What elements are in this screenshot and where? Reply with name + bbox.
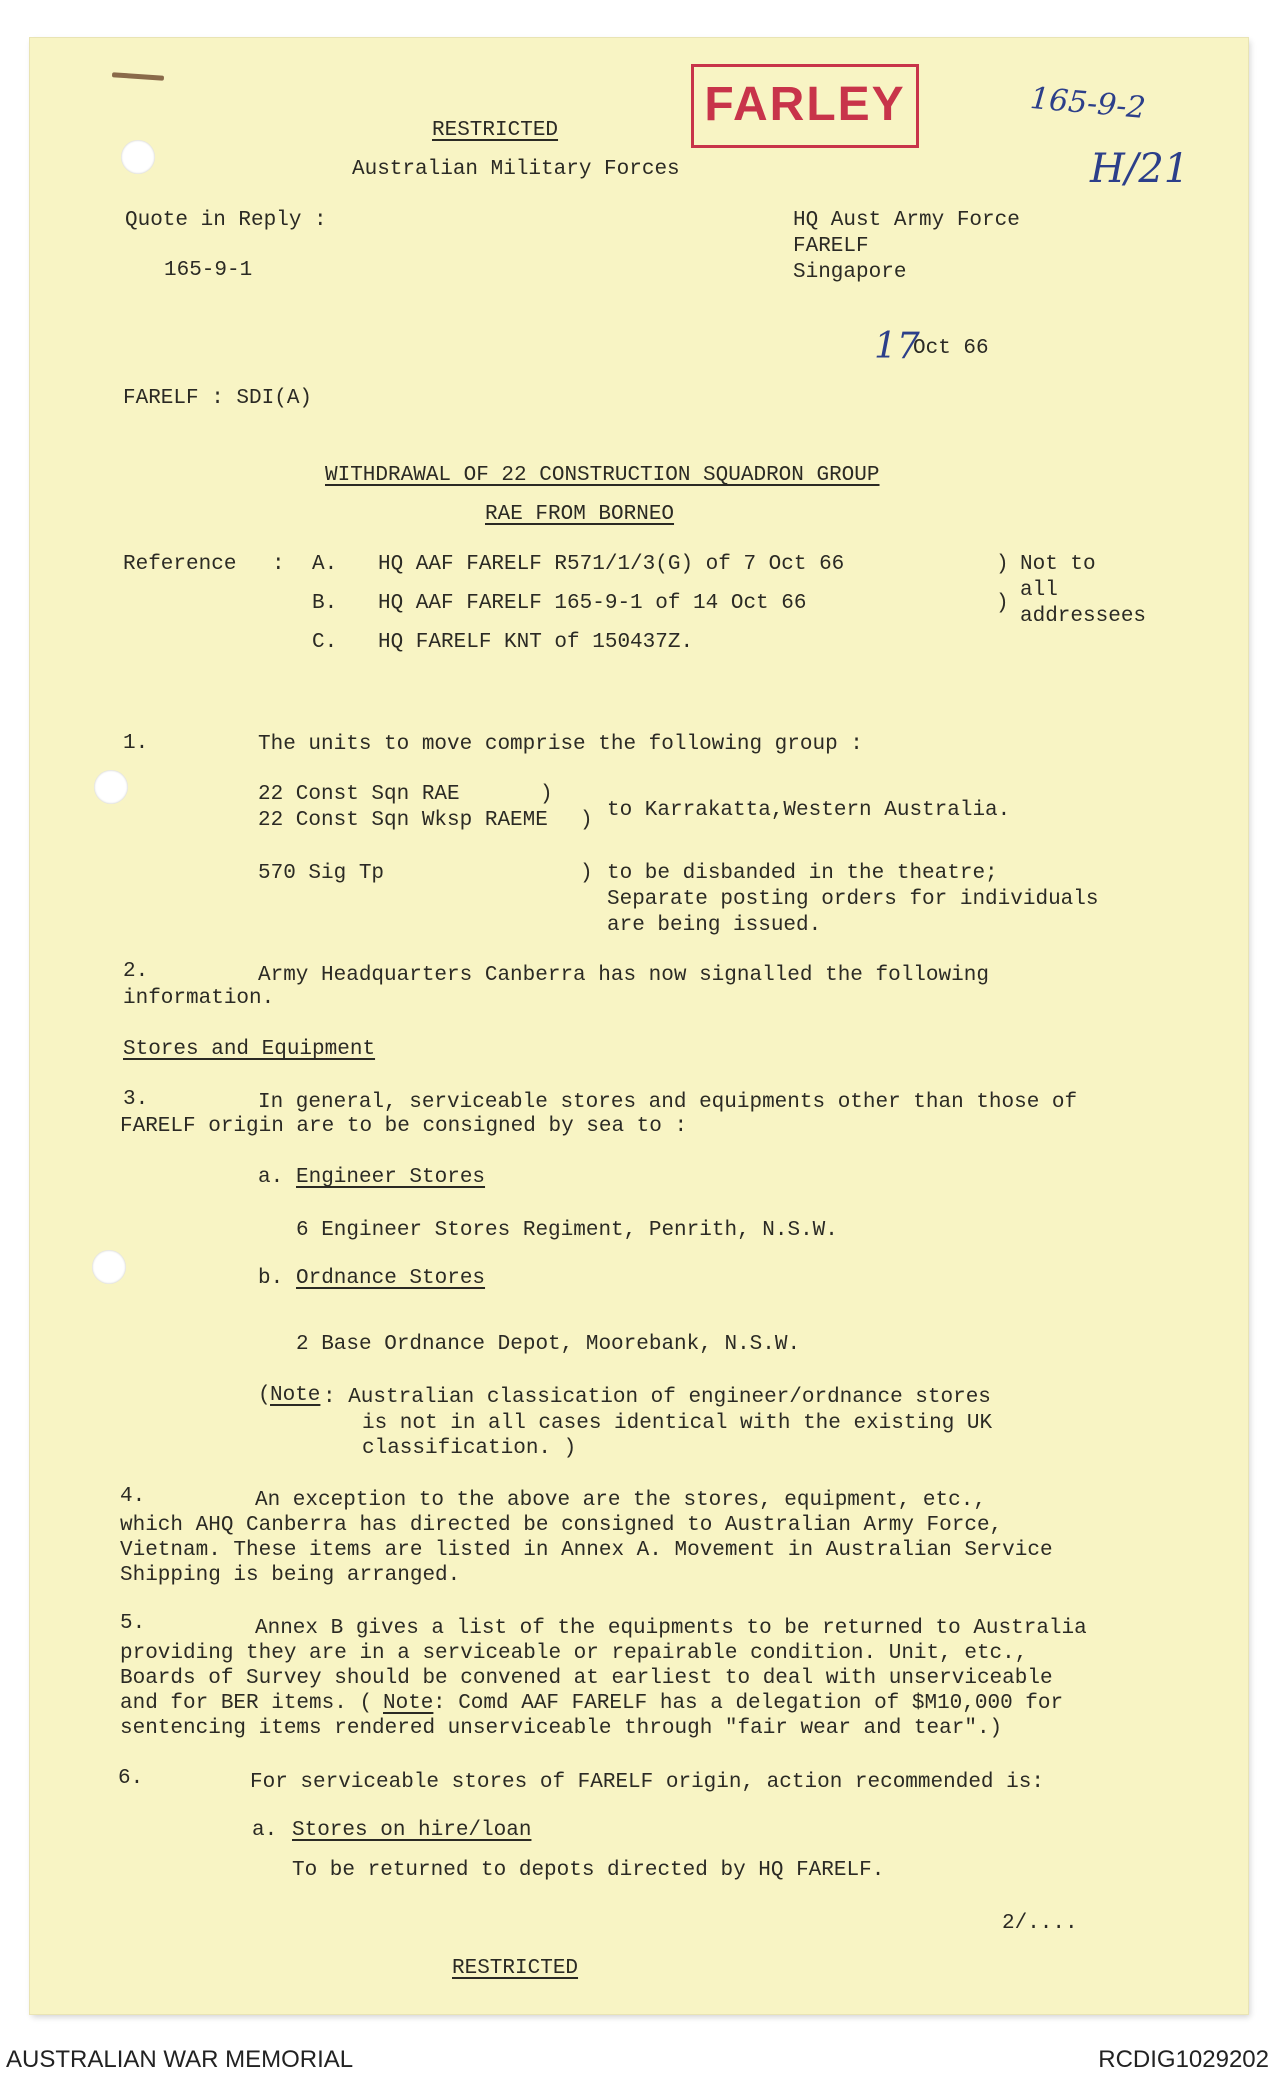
para-3-text: In general, serviceable stores and equipments other than those of: [258, 1091, 1078, 1114]
para-4-line: Shipping is being arranged.: [120, 1564, 461, 1587]
unit-line: 570 Sig Tp: [258, 862, 385, 885]
reference-label: Reference: [123, 553, 237, 576]
para-5-line-4a: and for BER items. (: [120, 1692, 373, 1715]
sub-destination: 2 Base Ordnance Depot, Moorebank, N.S.W.: [296, 1333, 801, 1356]
note-line-2: is not in all cases identical with the existing UK: [362, 1412, 993, 1435]
footer-archive: AUSTRALIAN WAR MEMORIAL: [6, 2046, 354, 2073]
unit-line: 22 Const Sqn RAE: [258, 783, 460, 806]
classification-top: RESTRICTED: [432, 119, 559, 142]
para-2-cont: information.: [123, 987, 275, 1010]
para-5-line: Annex B gives a list of the equipments to be returned to Australia: [255, 1617, 1087, 1640]
sub-heading: Stores on hire/loan: [292, 1819, 532, 1842]
unit-bracket: ): [540, 783, 553, 806]
handwritten-file-ref: 165-9-2: [1028, 81, 1148, 126]
unit-line: 22 Const Sqn Wksp RAEME: [258, 809, 548, 832]
reference-bracket: ): [996, 592, 1009, 615]
para-5-note-word: Note: [383, 1692, 434, 1715]
quote-ref: 165-9-1: [164, 259, 253, 282]
note-text: : Australian classication of engineer/ordnance stores: [323, 1386, 991, 1409]
title-line-1: WITHDRAWAL OF 22 CONSTRUCTION SQUADRON GROUP: [325, 464, 880, 487]
reference-note-line-2: all: [1020, 579, 1058, 602]
para-4-line: Vietnam. These items are listed in Annex A. Movement in Australian Service: [120, 1539, 1053, 1562]
disband-line-1: to be disbanded in the theatre;: [607, 862, 998, 885]
handwritten-day: 17: [874, 326, 920, 367]
sub-text: To be returned to depots directed by HQ FARELF.: [292, 1859, 885, 1882]
para-6-number: 6.: [118, 1767, 144, 1790]
para-1-number: 1.: [123, 732, 149, 755]
unit-destination: to Karrakatta,Western Australia.: [607, 799, 1011, 822]
para-4-line: which AHQ Canberra has directed be consigned to Australian Army Force,: [120, 1514, 1003, 1537]
footer-record-id: RCDIG1029202: [1098, 2046, 1269, 2073]
para-5-line-4b: : Comd AAF FARELF has a delegation of $M10,000 for: [433, 1692, 1064, 1715]
sub-label: b.: [258, 1267, 284, 1290]
para-3-cont: FARELF origin are to be consigned by sea to :: [120, 1115, 688, 1138]
classification-bottom: RESTRICTED: [452, 1957, 579, 1980]
unit-bracket: ): [580, 809, 593, 832]
para-6-text: For serviceable stores of FARELF origin, action recommended is:: [250, 1771, 1044, 1794]
date: Oct 66: [913, 337, 989, 360]
reference-note-line-1: Not to: [1020, 553, 1096, 576]
address-line-3: Singapore: [793, 261, 907, 284]
address-line-2: FARELF: [793, 235, 869, 258]
reference-item: HQ AAF FARELF R571/1/3(G) of 7 Oct 66: [378, 553, 845, 576]
title-line-2: RAE FROM BORNEO: [485, 503, 675, 526]
punch-hole: [94, 770, 128, 804]
reference-letter: B.: [312, 592, 338, 615]
para-5-line-5: sentencing items rendered unserviceable through "fair wear and tear".): [120, 1717, 1003, 1740]
disband-line-3: are being issued.: [607, 914, 822, 937]
para-4-number: 4.: [120, 1485, 146, 1508]
quote-label: Quote in Reply :: [125, 209, 327, 232]
para-5-line: Boards of Survey should be convened at earliest to deal with unserviceable: [120, 1667, 1053, 1690]
reference-bracket: ): [996, 553, 1009, 576]
address-line-1: HQ Aust Army Force: [793, 209, 1020, 232]
organisation: Australian Military Forces: [352, 158, 680, 181]
to-line: FARELF : SDI(A): [123, 387, 313, 410]
reference-item: HQ AAF FARELF 165-9-1 of 14 Oct 66: [378, 592, 807, 615]
reference-colon: :: [272, 553, 285, 576]
punch-hole: [121, 140, 155, 174]
handwritten-folio: H/21: [1090, 146, 1190, 192]
para-2-number: 2.: [123, 960, 149, 983]
para-4-line: An exception to the above are the stores, equipment, etc.,: [255, 1489, 986, 1512]
disband-line-2: Separate posting orders for individuals: [607, 888, 1099, 911]
farley-stamp: [691, 64, 919, 148]
note-word: Note: [270, 1384, 321, 1407]
para-2-text: Army Headquarters Canberra has now signalled the following: [258, 964, 989, 987]
sub-heading: Engineer Stores: [296, 1166, 486, 1189]
reference-item: HQ FARELF KNT of 150437Z.: [378, 631, 694, 654]
para-5-line: providing they are in a serviceable or repairable condition. Unit, etc.,: [120, 1642, 1028, 1665]
section-heading: Stores and Equipment: [123, 1038, 376, 1061]
para-3-number: 3.: [123, 1088, 149, 1111]
reference-letter: A.: [312, 553, 338, 576]
unit-bracket: ): [580, 862, 593, 885]
sub-heading: Ordnance Stores: [296, 1267, 486, 1290]
sub-destination: 6 Engineer Stores Regiment, Penrith, N.S.W.: [296, 1219, 838, 1242]
reference-note-line-3: addressees: [1020, 605, 1147, 628]
para-1-text: The units to move comprise the following group :: [258, 733, 863, 756]
para-5-number: 5.: [120, 1612, 146, 1635]
page-continuation: 2/....: [1002, 1912, 1078, 1935]
punch-hole: [92, 1250, 126, 1284]
sub-label: a.: [252, 1819, 278, 1842]
reference-letter: C.: [312, 631, 338, 654]
note-open: (: [258, 1384, 271, 1407]
sub-label: a.: [258, 1166, 284, 1189]
stamp-text: FARLEY: [704, 78, 906, 131]
note-line-3: classification. ): [362, 1437, 577, 1460]
